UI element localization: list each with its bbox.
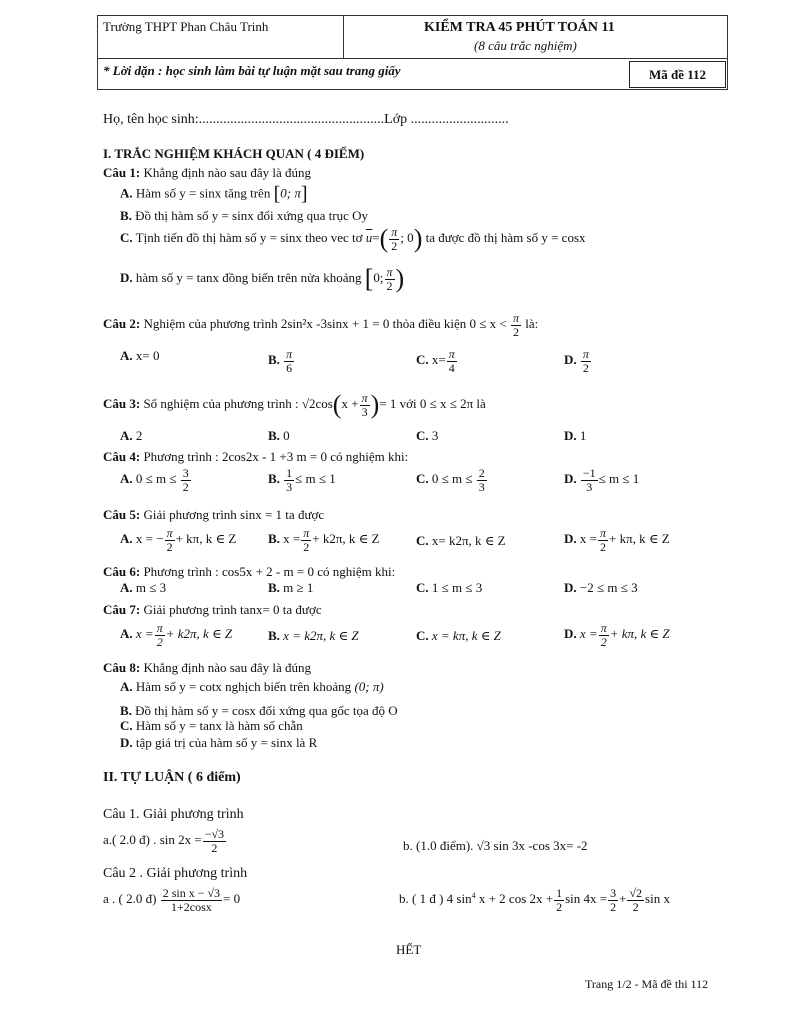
interval-value: 0; π (280, 185, 301, 201)
paren-right: ) (413, 224, 423, 254)
interval-bracket: ] (300, 183, 308, 205)
q1-a-letter: A. (120, 185, 133, 201)
vector-zero: ; 0 (400, 230, 414, 246)
q1-text: Khẳng định nào sau đây là đúng (143, 165, 311, 180)
q4-text: Phương trình : 2cos2x - 1 +3 m = 0 có nghiệm khi: (143, 449, 409, 464)
q6-label: Câu 6: (103, 564, 141, 579)
q8-stem (103, 660, 311, 676)
q7-option-b: B. x = k2π, k ∈ Z (268, 628, 359, 643)
q8-label: Câu 8: (103, 660, 141, 675)
q1-c-letter: C. (120, 230, 133, 246)
paren-right: ) (395, 264, 405, 294)
q2-condition: 0 ≤ x < (469, 316, 507, 332)
c2b: b. ( 1 đ ) 4 $\sin^4 x + 2$ cos 2x + $\frac{1}{2}$ sin 4x = $\frac{3}{2}$ + $\frac{√2}{2}$ sin x (399, 886, 670, 914)
q6-text: Phương trình : cos5x + 2 - m = 0 có nghiệm khi: (143, 564, 396, 579)
pi-over-2: $\frac{\pi}{2}$ (386, 265, 393, 293)
q7-option-d: D. x = $\frac{\pi}{2}$ + kπ, k ∈ Z (564, 621, 670, 649)
q6-stem (103, 564, 395, 580)
paren-left: ( (379, 224, 389, 254)
half-open-start: 0; (373, 270, 384, 286)
c1a (103, 828, 227, 854)
q6-option-d: D. −2 ≤ m ≤ 3 (564, 580, 638, 595)
q1-b-letter: B. (120, 208, 132, 223)
q3-text: Số nghiệm của phương trình : (143, 396, 299, 412)
q2-stem (103, 312, 538, 338)
q4-option-a: A. 0 ≤ m ≤ $\frac{3}{2}$ (120, 466, 189, 494)
neg-sqrt3-over-2: $\frac{-√3}{2}$ (204, 827, 225, 855)
q1-c-text1: Tịnh tiến đồ thị hàm số y = sinx theo vec tơ (135, 230, 363, 246)
q1-d-letter: D. (120, 270, 133, 286)
c2a-fraction: $\frac{\text{2 sin x − √3}}{1+2\cos x}$ (162, 886, 221, 914)
q1-option-c: C. Tịnh tiến đồ thị hàm số y = sinx theo vec tơ $\overline{u}=$( $\frac{\pi}{2}$ ; 0) ta được đồ thị hàm số y = cosx (120, 224, 586, 254)
c2a (103, 887, 240, 913)
q5-label: Câu 5: (103, 507, 141, 522)
instruction-note: * Lời dặn : học sinh làm bài tự luận mặt sau trang giấy (103, 63, 401, 78)
q8-option-a: A. Hàm số y = cotx nghịch biến trên khoảng (0; π) (120, 679, 384, 694)
vector-u: $\overline{u}$ (365, 230, 373, 246)
q4-stem (103, 449, 408, 465)
q5-option-c: C. x= k2π, k ∈ Z (416, 533, 506, 548)
school-name: Trường THPT Phan Châu Trinh (103, 19, 269, 34)
q6-option-b: B. m ≥ 1 (268, 580, 314, 595)
q3-option-d: D. 1 (564, 428, 587, 443)
c2-label: Câu 2 . Giải phương trình (103, 866, 248, 881)
part2-title: II. TỰ LUẬN ( 6 điểm) (103, 770, 241, 785)
q8-option-d: D. tập giá trị của hàm số y = sinx là R (120, 735, 318, 750)
q3-option-c: C. 3 (416, 428, 439, 443)
q3-stem: Câu 3: Số nghiệm của phương trình : √2cos(x + $\frac{\pi}{3}$ )= 1 với 0 ≤ x ≤ 2π là (103, 390, 486, 420)
q1-label: Câu 1: (103, 165, 141, 180)
q1-option-d (120, 266, 404, 292)
exam-code: Mã đề 112 (629, 61, 726, 88)
c1b-label: b. (1.0 điểm). (403, 838, 474, 853)
pi-over-2: $\frac{\pi}{2}$ (391, 225, 398, 253)
q1-option-b (120, 208, 368, 224)
q1-d-text: hàm số y = tanx đồng biến trên nửa khoảng (135, 270, 362, 286)
q8-option-b: B. Đồ thị hàm số y = cosx đối xứng qua gốc tọa độ O (120, 703, 398, 718)
q7-stem (103, 602, 322, 618)
header-divider (97, 58, 728, 59)
q7-option-a: A. x = $\frac{\pi}{2}$ + k2π, k ∈ Z (120, 621, 233, 649)
q2-option-a: A. x= 0 (120, 348, 160, 363)
exam-title: KIỂM TRA 45 PHÚT TOÁN 11 (424, 20, 615, 35)
c1-label: Câu 1. Giải phương trình (103, 807, 244, 822)
q5-option-b: B. x = $\frac{\pi}{2}$ + k2π, k ∈ Z (268, 526, 380, 554)
q4-option-c: C. 0 ≤ m ≤ $\frac{2}{3}$ (416, 466, 485, 494)
q5-text: Giải phương trình sinx = 1 ta được (143, 507, 325, 522)
q3-condition: với 0 ≤ x ≤ 2π là (399, 396, 486, 412)
c2a-label: a . ( 2.0 đ) (103, 891, 157, 907)
q2-option-b: B. $\frac{\pi}{6}$ (268, 347, 293, 375)
q3-label: Câu 3: (103, 396, 141, 412)
class-label: Lớp ............................ (384, 112, 509, 127)
c1b (403, 838, 588, 854)
part1-title: I. TRẮC NGHIỆM KHÁCH QUAN ( 4 ĐIỂM) (103, 146, 365, 161)
q1-stem (103, 165, 311, 181)
page-footer: Trang 1/2 - Mã đề thi 112 (585, 977, 709, 991)
c1a-eq: sin 2x = (159, 832, 202, 848)
q1-c-text2: ta được đồ thị hàm số y = cosx (425, 230, 586, 246)
q4-option-d: D. $\frac{-1}{3}$ ≤ m ≤ 1 (564, 466, 640, 494)
q3-sqrt2: √2 (301, 396, 316, 412)
c1a-label: a.( 2.0 đ) . (103, 832, 157, 848)
q1-option-a (120, 183, 308, 206)
q2-label: Câu 2: (103, 316, 141, 332)
q3-option-b: B. 0 (268, 428, 290, 443)
q2-text: Nghiệm của phương trình 2sin²x -3sinx + 1 = 0 thỏa điều kiện (143, 316, 467, 332)
q6-option-c: C. 1 ≤ m ≤ 3 (416, 580, 483, 595)
q4-label: Câu 4: (103, 449, 141, 464)
q2-option-d: D. $\frac{\pi}{2}$ (564, 347, 589, 375)
q3-x: x + (341, 396, 359, 412)
pi-over-2: $\frac{\pi}{2}$ (512, 311, 519, 339)
student-name-label: Họ, tên học sinh:..................................................... (103, 112, 385, 127)
q1-a-text: Hàm số y = sinx tăng trên (135, 185, 271, 201)
q8-text: Khẳng định nào sau đây là đúng (143, 660, 311, 675)
sqrt3: √3 (476, 838, 491, 853)
end-marker: HẾT (396, 942, 422, 957)
student-name-line (103, 112, 509, 128)
q2-tail: là: (525, 316, 539, 332)
header-column-divider (343, 15, 344, 58)
q7-text: Giải phương trình tanx= 0 ta được (143, 602, 322, 617)
interval-bracket: [ (273, 183, 281, 205)
q7-option-c: C. x = kπ, k ∈ Z (416, 628, 501, 643)
q2-option-c: C. x= $\frac{\pi}{4}$ (416, 347, 455, 375)
c2b-label: b. ( 1 đ ) (399, 891, 444, 907)
q3-option-a: A. 2 (120, 428, 143, 443)
q5-option-a: A. x = − $\frac{\pi}{2}$ + kπ, k ∈ Z (120, 526, 237, 554)
q3-eq: = 1 (379, 396, 397, 412)
exam-subtitle: (8 câu trắc nghiệm) (474, 38, 577, 53)
q1-b-text: Đồ thị hàm số y = sinx đối xứng qua trục Oy (135, 208, 369, 223)
q7-label: Câu 7: (103, 602, 141, 617)
pi-over-3: $\frac{\pi}{3}$ (361, 391, 368, 419)
q4-option-b: B. $\frac{1}{3}$ ≤ m ≤ 1 (268, 466, 336, 494)
q5-option-d: D. x = $\frac{\pi}{2}$ + kπ, k ∈ Z (564, 526, 670, 554)
bracket-left: [ (364, 264, 374, 294)
q3-cos: cos (315, 396, 333, 412)
q8-option-c: C. Hàm số y = tanx là hàm số chẵn (120, 718, 303, 733)
q5-stem (103, 507, 324, 523)
q6-option-a: A. m ≤ 3 (120, 580, 167, 595)
c1b-eq: sin 3x -cos 3x= -2 (493, 838, 588, 853)
c2a-eq: = 0 (223, 891, 241, 907)
